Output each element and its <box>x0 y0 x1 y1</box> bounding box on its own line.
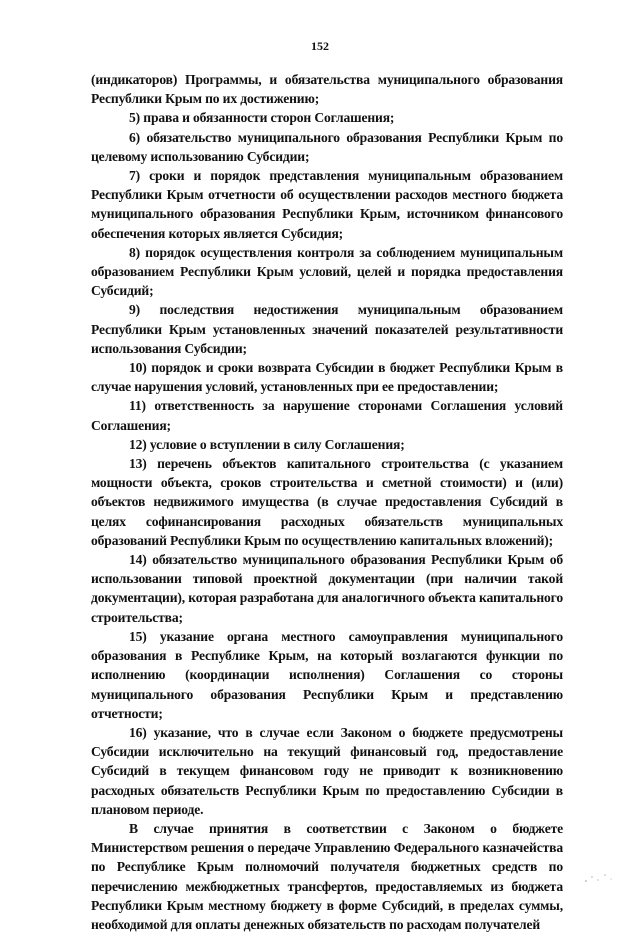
page-number: 152 <box>311 39 329 53</box>
list-item-11: 11) ответственность за нарушение сторонами Соглашения условий Соглашения; <box>91 398 563 433</box>
list-item-5: 5) права и обязанности сторон Соглашения; <box>129 110 395 126</box>
list-item-13: 13) перечень объектов капитального строительства (с указанием мощности объекта, сроков строительства и сметной стоимости) и (или) объектов недвижимого имущества (в случае предоставления Субсидий в целях софинансирования расходных обязательств муниципальных образований Республики Крым по осуществлению капитальных вложений); <box>91 456 563 548</box>
body-text <box>91 70 563 934</box>
list-item-12: 12) условие о вступлении в силу Соглашения; <box>129 436 405 452</box>
list-item-6: 6) обязательство муниципального образования Республики Крым по целевому использованию Субсидии; <box>91 129 563 164</box>
list-item-9: 9) последствия недостижения муниципальным образованием Республики Крым установленных значений показателей результативности использования Субсидии; <box>91 302 563 356</box>
list-item-15: 15) указание органа местного самоуправления муниципального образования в Республике Крым, на который возлагаются функции по исполнению (координации исполнения) Соглашения со стороны муниципального образования Республики Крым и представлению отчетности; <box>91 628 563 721</box>
scan-artifact <box>580 867 620 887</box>
list-item-16: 16) указание, что в случае если Законом о бюджете предусмотрены Субсидии исключительно на текущий финансовый год, предоставление Субсидий в текущем финансовом году не приводит к возникновению расходных обязательств Республики Крым по предоставлению Субсидии в плановом периоде. <box>91 724 563 817</box>
list-item-14: 14) обязательство муниципального образования Республики Крым об использовании типовой проектной документации (при наличии такой документации), которая разработана для аналогичного объекта капитального строительства; <box>91 552 563 625</box>
list-item-8: 8) порядок осуществления контроля за соблюдением муниципальным образованием Республики Крым условий, целей и порядка предоставления Субсидий; <box>91 244 563 299</box>
paragraph-treasury-decision: В случае принятия в соответствии с Законом о бюджете Министерством решения о передаче Управлению Федерального казначейства по Республике Крым полномочий получателя бюджетных средств по перечислению межбюджетных трансфертов, предоставляемых из бюджета Республики Крым местному бюджету в форме Субсидий, в пределах суммы, необходимой для оплаты денежных обязательств по расходам получателей <box>91 820 563 932</box>
paragraph-continuation: (индикаторов) Программы, и обязательства муниципального образования Республики Крым по их достижению; <box>91 72 563 107</box>
list-item-7: 7) сроки и порядок представления муниципальным образованием Республики Крым отчетности об осуществлении расходов местного бюджета муниципального образования Республики Крым, источником финансового обеспечения которых является Субсидия; <box>91 168 563 241</box>
list-item-10: 10) порядок и сроки возврата Субсидии в бюджет Республики Крым в случае нарушения условий, установленных при ее предоставлении; <box>91 360 563 395</box>
